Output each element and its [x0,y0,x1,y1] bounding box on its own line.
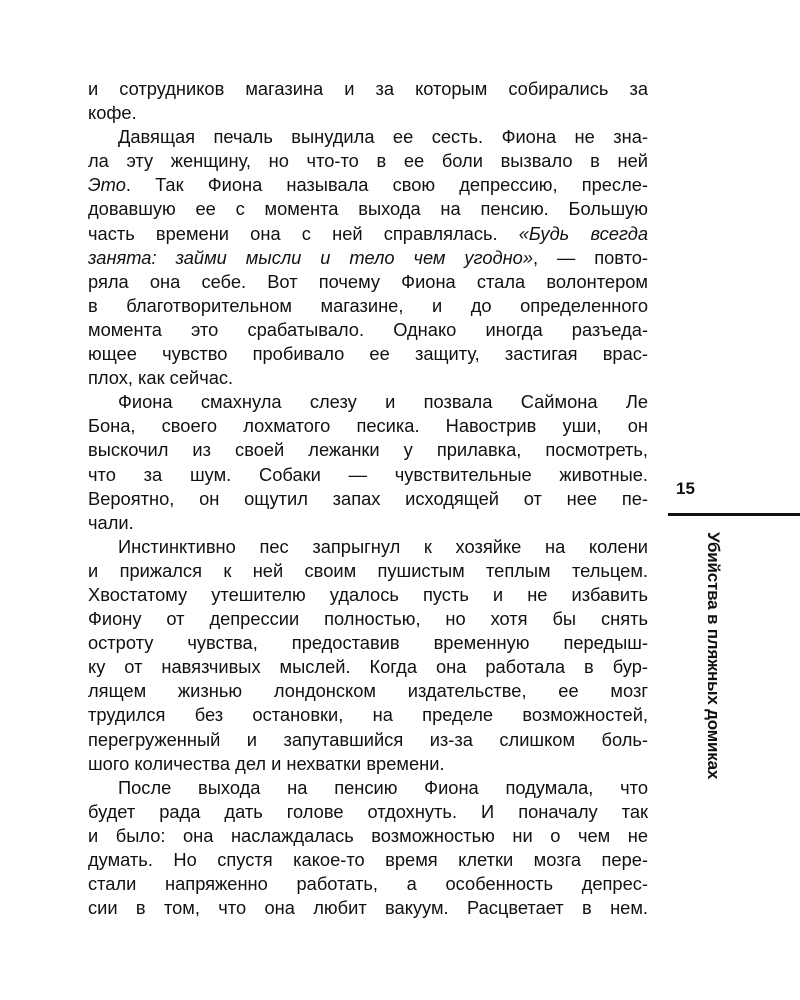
paragraph [88,77,648,125]
running-title: Убийства в пляжных домиках [704,532,723,780]
text-line: в благотворительном магазине, и до определенного [88,294,648,316]
text-line: плох, как сейчас. [88,367,234,389]
text-line: шого количества дел и нехватки времени. [88,752,445,774]
text-line: лящем жизнью лондонском издательстве, ее мозг [88,680,648,702]
italic-text: «Будь всегда [518,222,648,244]
text-line: Давящая печаль вынудила ее сесть. Фиона не зна- [118,126,648,148]
text-line [88,246,648,270]
text-line: и было: она наслаждалась возможностью ни о чем не [88,824,648,846]
text-line: остроту чувства, предоставив временную передыш- [88,632,648,654]
text-line: стали напряженно работать, а особенность депрес- [88,873,648,895]
text-line: ла эту женщину, но что-то в ее боли вызвало в ней [88,150,648,172]
text-line: Фиону от депрессии полностью, но хотя бы снять [88,608,648,630]
text-line: Фиона смахнула слезу и позвала Саймона Ле [118,391,648,413]
text-line: Инстинктивно пес запрыгнул к хозяйке на колени [118,535,648,557]
text-line: довавшую ее с момента выхода на пенсию. Большую [88,198,648,220]
text-line: чали. [88,511,134,533]
text-line: выскочил из своей лежанки у прилавка, посмотреть, [88,439,648,461]
paragraph [88,390,648,535]
italic-text: Это [88,174,126,196]
text-line: ющее чувство пробивало ее защиту, застигая врас- [88,343,648,365]
text-line [88,222,648,246]
text-line: После выхода на пенсию Фиона подумала, что [118,776,648,798]
text-line: момента это срабатывало. Однако иногда разъеда- [88,318,648,340]
text-line: и прижался к ней своим пушистым теплым тельцем. [88,559,648,581]
text-line: перегруженный и запутавшийся из-за слишком боль- [88,728,648,750]
text-line: Хвостатому утешителю удалось пусть и не избавить [88,583,648,605]
text-line: ряла она себе. Вот почему Фиона стала волонтером [88,270,648,292]
body-text [88,77,648,920]
text-run: часть времени она с ней справлялась. [88,222,519,244]
paragraph [88,125,648,390]
text-line: трудился без остановки, на пределе возможностей, [88,704,648,726]
text-run: , — повто- [533,246,648,268]
text-run: . Так Фиона называла свою депрессию, пресле- [125,174,648,196]
text-line: кофе. [88,102,137,124]
text-line: ку от навязчивых мыслей. Когда она работала в бур- [88,656,648,678]
text-line: что за шум. Собаки — чувствительные животные. [88,463,648,485]
paragraph [88,535,648,776]
text-line: Вероятно, он ощутил запах исходящей от нее пе- [88,487,648,509]
italic-text: занята: займи мысли и тело чем угодно» [88,246,533,268]
text-line: и сотрудников магазина и за которым собирались за [88,78,648,99]
text-line: сии в том, что она любит вакуум. Расцветает в нем. [88,897,648,919]
text-line [88,173,648,197]
paragraph [88,776,648,921]
page-number: 15 [676,479,695,498]
text-line: будет рада дать голове отдохнуть. И поначалу так [88,800,648,822]
running-head-rule [668,513,800,516]
text-line: думать. Но спустя какое-то время клетки мозга пере- [88,849,648,870]
text-line: Бона, своего лохматого песика. Навострив уши, он [88,415,648,437]
